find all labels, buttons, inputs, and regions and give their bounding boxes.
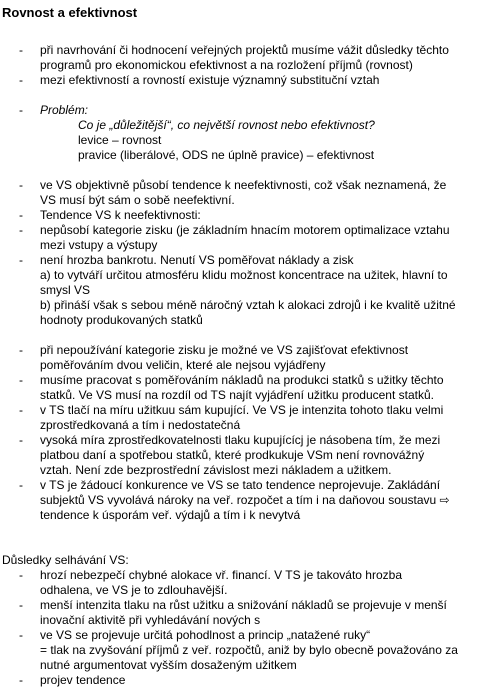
bullet-dash: - (19, 403, 23, 417)
paragraph-8: musíme pracovat s poměřováním nákladů na produkci statků s užitky těchto statků. Ve VS musí na rozdíl od TS najít vyjádření užitku producent statků. (40, 373, 444, 402)
paragraph-5: nepůsobí kategorie zisku (je základním hnacím motorem optimalizace vztahu mezi vstupy a výstupy (40, 223, 450, 252)
bullet-dash: - (19, 103, 23, 117)
paragraph-11: v TS je žádoucí konkurence ve VS se tato tendence neprojevuje. Zakládání subjektů VS vyvolává nároky na veř. rozpočet a tím i na daňovou soustavu ⇨ tendence k úsporám veř. výdajů a tím i k nevytvá (40, 478, 450, 522)
bullet-dash: - (19, 208, 23, 222)
paragraph-6: není hrozba bankrotu. Nenutí VS poměřovat náklady a zisk a) to vytváří určitou atmosféru klidu možnost koncentrace na užitek, hlavní to smysl VS b) přináší však s sebou méně náročný vztah k alokaci zdrojů i ke kvalitě užitné hodnoty produkovaných statků (40, 253, 456, 327)
problem-question: Co je „důležitější“, co největší rovnost nebo efektivnost? (78, 118, 375, 132)
paragraph-10: vysoká míra zprostředkovatelnosti tlaku kupujícícj je násobena tím, že mezi platbou daní a spotřebou statků, které prodkukuje VSm není rovnovážný vztah. Není zde bezprostřední závislost mezi nákladem a užitkem. (40, 433, 441, 477)
paragraph-4: Tendence VS k neefektivnosti: (40, 208, 201, 222)
document-title: Rovnost a efektivnost (2, 5, 138, 20)
bullet-dash: - (19, 673, 23, 687)
bullet-dash: - (19, 43, 23, 57)
bullet-dash: - (19, 73, 23, 87)
bullet-dash: - (19, 478, 23, 492)
consequence-3: ve VS se projevuje určitá pohodlnost a princip „natažené ruky“ = tlak na zvyšování příjmů z veř. rozpočtů, aniž by bylo obecně považováno za nutné argumentovat vyšším dosaženým užitkem (40, 628, 458, 672)
problem-right: pravice (liberálové, ODS ne úplně pravice) – efektivnost (78, 148, 375, 162)
problem-label: Problém: (40, 103, 89, 117)
bullet-dash: - (19, 568, 23, 582)
consequence-2: menší intenzita tlaku na růst užitku a snižování nákladů se projevuje v menší inovační aktivitě při vyhledávání nových s (40, 598, 447, 627)
consequence-4: projev tendence (40, 673, 126, 687)
paragraph-1: při navrhování či hodnocení veřejných projektů musíme vážit důsledky těchto programů pro ekonomickou efektivnost a na rozložení příjmů (rovnost) (40, 43, 449, 72)
bullet-dash: - (19, 598, 23, 612)
paragraph-7: při nepoužívání kategorie zisku je možné ve VS zajišťovat efektivnost poměřováním dvou veličin, které ale nejsou vyjádřeny (40, 343, 409, 372)
section-title: Důsledky selhávání VS: (2, 553, 129, 567)
bullet-dash: - (19, 373, 23, 387)
paragraph-2: mezi efektivností a rovností existuje významný substituční vztah (40, 73, 380, 87)
problem-left: levice – rovnost (78, 133, 162, 147)
bullet-dash: - (19, 343, 23, 357)
consequence-1: hrozí nebezpečí chybné alokace vř. financí. V TS je takováto hrozba odhalena, ve VS je to zdlouhavější. (40, 568, 402, 597)
bullet-dash: - (19, 223, 23, 237)
paragraph-9: v TS tlačí na míru užitkuu sám kupující. Ve VS je intenzita tohoto tlaku velmi zprostředkovaná a tím i nedostatečná (40, 403, 444, 432)
bullet-dash: - (19, 628, 23, 642)
paragraph-3: ve VS objektivně působí tendence k neefektivnosti, což však neznamená, že VS musí být sám o sobě neefektivní. (40, 178, 447, 207)
bullet-dash: - (19, 178, 23, 192)
bullet-dash: - (19, 433, 23, 447)
bullet-dash: - (19, 253, 23, 267)
